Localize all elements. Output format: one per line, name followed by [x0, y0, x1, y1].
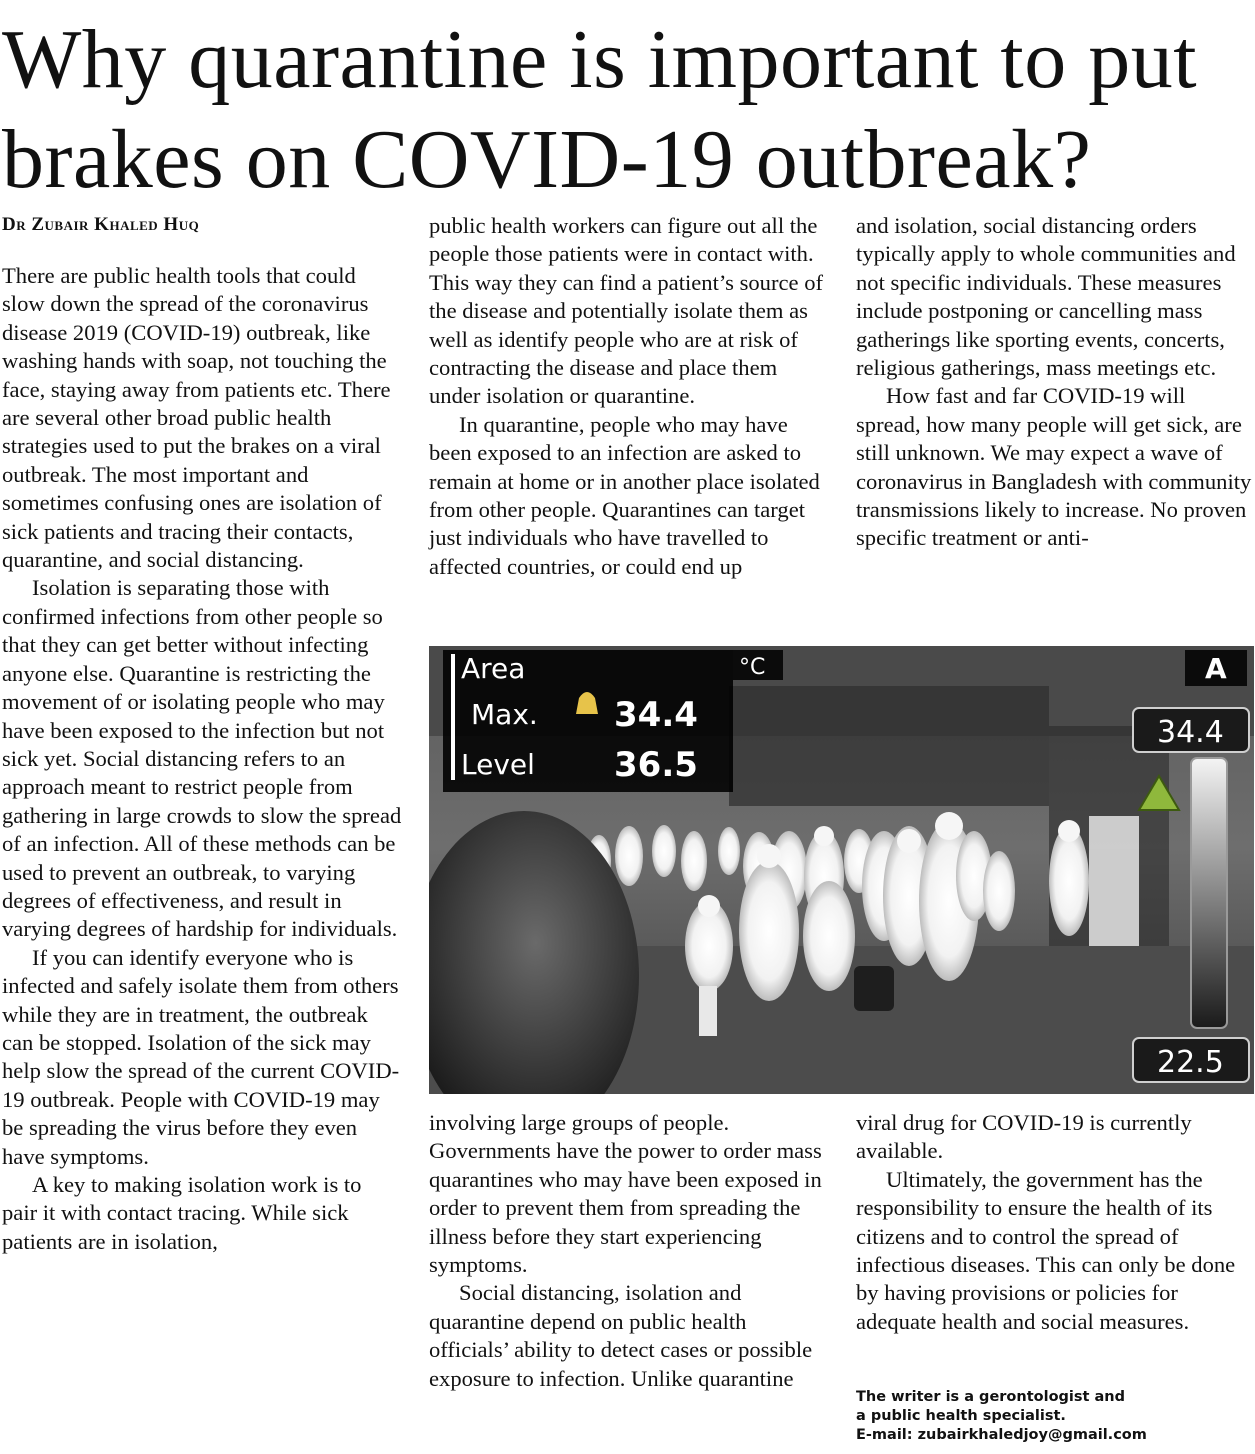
- paragraph: A key to making isolation work is to pair it with contact tracing. While sick patients are in isolation,: [2, 1172, 362, 1254]
- paragraph: Social distancing, isolation and quarantine depend on public health officials’ ability to detect cases or possible exposure to infection. Unlike quarantine: [429, 1280, 813, 1391]
- hud-level-label: Level: [461, 748, 535, 781]
- scale-top-value: 34.4: [1157, 715, 1224, 750]
- column-2-top: [429, 212, 829, 581]
- paragraph: Isolation is separating those with confirmed infections from other people so that they can get better without infecting anyone else. Quarantine is restricting the movement of or isolating people who may have been exposed to the infection but not sick yet. Social distancing refers to an approach meant to restrict people from gathering in large crowds to slow the spread of an infection. All of these methods can be used to prevent an outbreak, to varying degrees of effectiveness, and result in varying degrees of hardship for individuals.: [2, 575, 402, 942]
- paragraph: Ultimately, the government has the responsibility to ensure the health of its citizens and to control the spread of infectious diseases. This can only be done by having provisions or policies for adequate health and social measures.: [856, 1166, 1236, 1334]
- paragraph: and isolation, social distancing orders typically apply to whole communities and not specific individuals. These measures include postponing or cancelling mass gatherings like sporting events, concerts, religious gatherings, mass meetings etc.: [856, 213, 1236, 381]
- paragraph: How fast and far COVID-19 will spread, how many people will get sick, are still unknown. We may expect a wave of coronavirus in Bangladesh with community transmissions likely to increase. No proven specific treatment or anti-: [856, 383, 1252, 551]
- writer-email: E-mail: zubairkhaledjoy@gmail.com: [856, 1427, 1147, 1443]
- paragraph: viral drug for COVID-19 is currently available.: [856, 1110, 1192, 1164]
- hud-area-label: Area: [461, 652, 526, 685]
- paragraph: There are public health tools that could slow down the spread of the coronavirus disease 2019 (COVID-19) outbreak, like washing hands with soap, not touching the face, staying away from patients etc. There are several other broad public health strategies used to put the brakes on a viral outbreak. The most important and sometimes confusing ones are isolation of sick patients and tracing their contacts, quarantine, and social distancing.: [2, 263, 391, 573]
- hud-max-value: 34.4: [614, 695, 698, 735]
- thermal-camera-photo: [429, 646, 1254, 1094]
- paragraph: public health workers can figure out all the people those patients were in contact with. This way they can find a patient’s source of the disease and potentially isolate them as well as identify people who are at risk of contracting the disease and place them under isolation or quarantine.: [429, 213, 824, 409]
- writer-note-line: a public health specialist.: [856, 1408, 1066, 1424]
- writer-note-line: The writer is a gerontologist and: [856, 1389, 1125, 1405]
- thermal-scene: [429, 646, 1254, 1094]
- column-2-bottom: [429, 1109, 829, 1393]
- byline: Dr Zubair Khaled Huq: [2, 214, 200, 235]
- headline: Why quarantine is important to put brakes on COVID-19 outbreak?: [2, 13, 1198, 206]
- paragraph: In quarantine, people who may have been exposed to an infection are asked to remain at home or in another place isolated from other people. Quarantines can target just individuals who have travelled to affected countries, or could end up: [429, 411, 820, 579]
- temperature-scale-bar: [1191, 758, 1227, 1028]
- column-3-bottom: [856, 1109, 1252, 1336]
- hud-level-value: 36.5: [614, 745, 698, 785]
- paragraph: involving large groups of people. Governments have the power to order mass quarantines who may have been exposed in order to prevent them from spreading the illness before they start experiencing symptoms.: [429, 1110, 822, 1278]
- hud-max-label: Max.: [471, 698, 538, 731]
- writer-note: [856, 1388, 1252, 1445]
- paragraph: If you can identify everyone who is infected and safely isolate them from others while they are in treatment, the outbreak can be stopped. Isolation of the sick may help slow the spread of the current COVID-19 outbreak. People with COVID-19 may be spreading the virus before they even have symptoms.: [2, 944, 400, 1169]
- hud-unit: °C: [739, 655, 766, 680]
- hud-mode: A: [1205, 652, 1227, 685]
- column-1: [2, 262, 402, 1256]
- scale-bottom-value: 22.5: [1157, 1045, 1224, 1080]
- column-3-top: [856, 212, 1252, 553]
